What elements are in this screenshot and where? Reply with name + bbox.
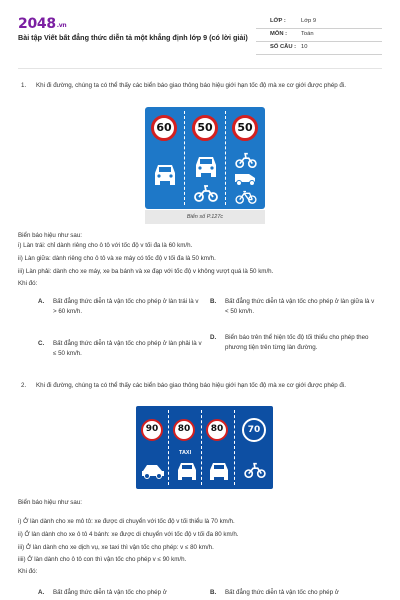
speed-limit-icon: 50 bbox=[232, 115, 258, 141]
lane-divider bbox=[201, 410, 202, 485]
speed-limit-icon: 50 bbox=[192, 115, 218, 141]
speed-limit-icon: 80 bbox=[173, 419, 195, 441]
sign-intro: Biển báo hiệu như sau: bbox=[18, 232, 83, 239]
car-icon bbox=[192, 151, 220, 179]
question-text: Khi đi đường, chúng ta có thể thấy các biển báo giao thông báo hiệu giới hạn tốc độ mà xe cơ giới được phép đi. bbox=[36, 382, 346, 389]
logo-suffix: .vn bbox=[56, 22, 67, 29]
option-text: Biển báo trên thể hiện tốc độ tối thiểu cho phép theo phương tiện trên từng làn đường. bbox=[225, 334, 369, 351]
option-text: Bất đẳng thức diễn tả vận tốc cho phép ở làn giữa là v < 50 km/h. bbox=[225, 298, 375, 315]
taxi-icon bbox=[174, 458, 200, 482]
taxi-label: TAXI bbox=[179, 450, 192, 456]
lane-divider bbox=[168, 410, 169, 485]
option-text: Bất đẳng thức diễn tả vận tốc cho phép ở làn phải là v ≤ 50 km/h. bbox=[53, 340, 202, 357]
option-text: Bất đẳng thức diễn tả vận tốc cho phép ở làn trái là v > 60 km/h. bbox=[53, 298, 199, 315]
speed-limit-icon: 60 bbox=[151, 115, 177, 141]
option-letter: D. bbox=[210, 334, 217, 341]
meta-label: MÔN : bbox=[270, 31, 288, 37]
rule-line: i) Làn trái: chỉ dành riêng cho ô tô với tốc độ v tối đa là 60 km/h. bbox=[18, 242, 193, 249]
meta-row-subject bbox=[256, 29, 382, 42]
bicycle-icon bbox=[234, 187, 258, 205]
minimum-speed-icon: 70 bbox=[242, 418, 266, 442]
motorcycle-icon bbox=[234, 151, 258, 169]
meta-value: Lớp 9 bbox=[301, 18, 317, 24]
meta-row-count bbox=[256, 42, 382, 55]
motorcycle-icon bbox=[243, 461, 267, 479]
option-letter: A. bbox=[38, 298, 45, 305]
sedan-icon bbox=[141, 461, 165, 479]
sign-caption: Biển số P.127c bbox=[145, 210, 265, 224]
speed-limit-sign-p127c bbox=[145, 107, 265, 209]
motorcycle-icon bbox=[194, 183, 218, 203]
lane-divider bbox=[225, 111, 226, 205]
ask-text: Khi đó: bbox=[18, 280, 38, 287]
site-logo[interactable] bbox=[18, 16, 66, 32]
option-letter: B. bbox=[210, 298, 217, 305]
page-title: Bài tập Viết bất đẳng thức diễn tả một khẳng định lớp 9 (có lời giải) bbox=[18, 33, 248, 42]
question-number: 2. bbox=[21, 382, 27, 389]
rule-line: iiii) Ở làn dành cho ô tô con thì vận tốc cho phép v ≤ 90 km/h. bbox=[18, 556, 187, 563]
speed-limit-icon: 90 bbox=[141, 419, 163, 441]
car-icon bbox=[151, 159, 179, 187]
question-1 bbox=[18, 81, 382, 103]
document-header bbox=[18, 16, 382, 62]
question-2 bbox=[18, 381, 382, 403]
car-icon bbox=[206, 458, 232, 482]
lane-divider bbox=[234, 410, 235, 485]
rule-line: ii) Ở làn dành cho xe ô tô 4 bánh: xe được di chuyển với tốc độ v tối đa 80 km/h. bbox=[18, 531, 239, 538]
meta-table bbox=[256, 16, 382, 55]
meta-label: LỚP : bbox=[270, 18, 286, 24]
option-letter: A. bbox=[38, 589, 45, 596]
question-number: 1. bbox=[21, 82, 27, 89]
meta-value: Toán bbox=[301, 31, 314, 37]
ask-text: Khi đó: bbox=[18, 568, 38, 575]
lane-divider bbox=[184, 111, 185, 205]
question-text: Khi đi đường, chúng ta có thể thấy các biển báo giao thông báo hiệu giới hạn tốc độ mà xe cơ giới được phép đi. bbox=[36, 82, 346, 89]
option-letter: B. bbox=[210, 589, 217, 596]
rule-line: iii) Ở làn dành cho xe dịch vụ, xe taxi thì vận tốc cho phép: v ≤ 80 km/h. bbox=[18, 544, 214, 551]
option-letter: C. bbox=[38, 340, 45, 347]
rule-line: ii) Làn giữa: dành riêng cho ô tô và xe máy có tốc độ v tối đa là 50 km/h. bbox=[18, 255, 216, 262]
header-divider bbox=[18, 68, 382, 69]
sign-intro: Biển báo hiệu như sau: bbox=[18, 499, 83, 506]
option-text: Bất đẳng thức diễn tả vận tốc cho phép ở bbox=[53, 589, 167, 596]
three-wheeler-icon bbox=[233, 170, 259, 186]
option-text: Bất đẳng thức diễn tả vận tốc cho phép ở bbox=[225, 589, 339, 596]
meta-value: 10 bbox=[301, 44, 308, 50]
rule-line: i) Ở làn dành cho xe mô tô: xe được di chuyển với tốc độ v tối thiểu là 70 km/h. bbox=[18, 518, 235, 525]
rule-line: iii) Làn phải: dành cho xe máy, xe ba bánh và xe đạp với tốc độ v không vượt quá là 50 km/h. bbox=[18, 268, 274, 275]
meta-label: SỐ CÂU : bbox=[270, 44, 297, 50]
speed-limit-sign-lanes bbox=[136, 406, 273, 489]
speed-limit-icon: 80 bbox=[206, 419, 228, 441]
logo-text: 2048 bbox=[18, 16, 56, 32]
meta-row-grade bbox=[256, 16, 382, 29]
